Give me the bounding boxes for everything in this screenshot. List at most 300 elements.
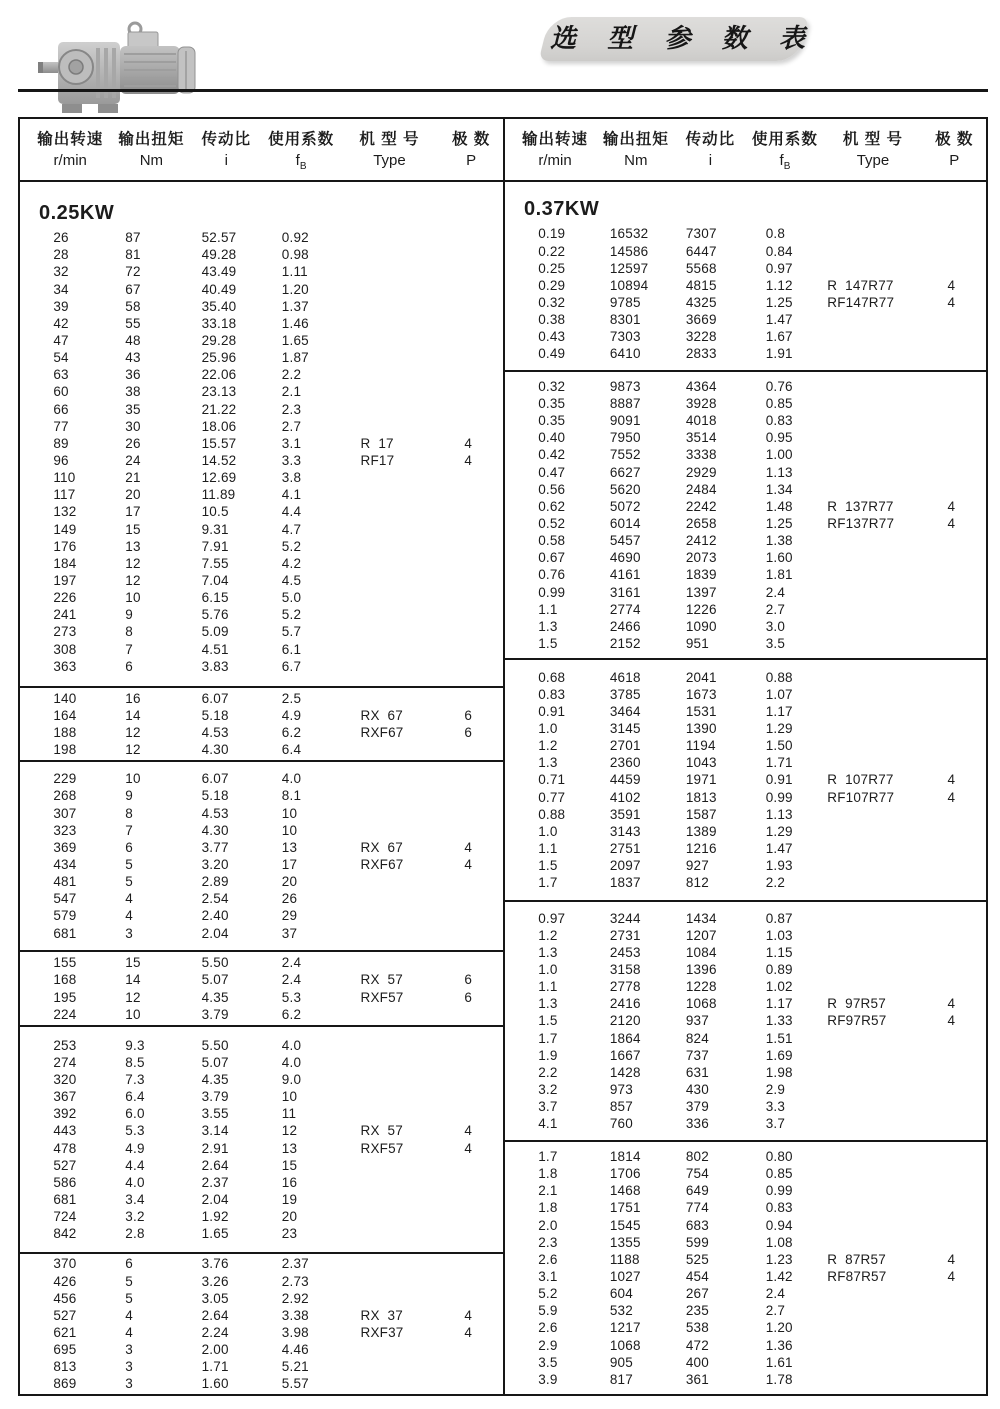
factor-cell: 10 [281,805,298,821]
ratio-cell: 5.07 [201,972,229,988]
torque-cell: 3591 [609,806,641,822]
factor-cell: 0.95 [765,430,793,446]
torque-cell: 2774 [609,601,641,617]
poles-cell: 4 [464,839,473,855]
speed-cell: 2.6 [538,1251,558,1267]
ratio-cell: 3669 [685,312,717,328]
rating-block-r137r77 [505,370,986,658]
torque-cell: 6410 [609,346,641,362]
speed-cell: 842 [53,1226,77,1242]
model-cell: RXF57 [360,1140,404,1156]
speed-cell: 681 [53,1191,77,1207]
torque-cell: 12 [125,572,141,588]
table-row [505,823,986,840]
speed-cell: 586 [53,1174,77,1190]
factor-cell: 6.1 [281,641,302,657]
rating-block-r97r57 [505,900,986,1140]
ratio-cell: 1090 [685,618,717,634]
ratio-cell: 1971 [685,772,717,788]
factor-cell: 0.92 [281,230,309,246]
ratio-cell: 3338 [685,447,717,463]
factor-cell: 12 [281,1123,298,1139]
speed-cell: 42 [53,315,69,331]
factor-cell: 6.2 [281,725,302,740]
torque-cell: 7950 [609,430,641,446]
table-row [505,243,986,260]
factor-cell: 1.25 [765,295,793,310]
torque-cell: 1188 [609,1251,640,1267]
table-row [20,1088,503,1105]
torque-cell: 3244 [609,910,641,926]
ratio-cell: 4.30 [201,822,229,838]
speed-cell: 1.0 [538,823,558,839]
model-cell: RXF67 [360,725,404,740]
factor-cell: 1.37 [281,298,309,314]
factor-cell: 1.42 [765,1269,793,1284]
factor-cell: 1.15 [765,944,793,960]
poles-cell: 6 [464,972,473,988]
table-row [20,1208,503,1225]
ratio-cell: 1389 [685,823,717,839]
table-row [505,1064,986,1081]
torque-cell: 2360 [609,755,641,771]
ratio-cell: 4.35 [201,1071,229,1087]
torque-cell: 2152 [609,635,641,651]
ratio-cell: 2041 [685,669,717,685]
speed-cell: 155 [53,955,77,971]
table-row [20,606,503,623]
factor-cell: 0.83 [765,1200,793,1216]
table-row [505,1285,986,1302]
model-cell: RX 67 [360,707,403,723]
torque-cell: 1814 [609,1149,641,1165]
factor-cell: 1.65 [281,333,309,349]
ratio-cell: 5.07 [201,1054,229,1070]
ratio-cell: 336 [685,1116,709,1132]
poles-cell: 6 [464,989,473,1005]
ratio-cell: 3928 [685,396,717,412]
factor-cell: 20 [281,874,298,890]
ratio-cell: 25.96 [201,350,237,366]
right-table-0-37kw [503,119,986,1394]
ratio-cell: 379 [685,1099,709,1115]
model-cell: RF147R77 [827,295,895,310]
torque-cell: 9873 [609,378,641,394]
ratio-cell: 812 [685,875,709,891]
table-row [20,1255,503,1272]
col-header-speed: 输出转速 [37,131,104,148]
table-row [505,686,986,703]
table-row [20,469,503,486]
table-row [20,1225,503,1242]
speed-cell: 367 [53,1089,77,1105]
factor-cell: 4.1 [281,487,302,503]
speed-cell: 0.25 [538,260,566,276]
model-cell: RF17 [360,453,395,468]
speed-cell: 1.2 [538,927,558,943]
power-rating-label: 0.25KW [39,202,115,225]
speed-cell: 268 [53,788,77,804]
table-row [20,1105,503,1122]
factor-cell: 5.2 [281,607,302,623]
table-row [20,315,503,332]
factor-cell: 1.87 [281,350,309,366]
ratio-cell: 5.50 [201,1037,229,1053]
ratio-cell: 7.91 [201,538,229,554]
torque-cell: 5.3 [125,1123,145,1139]
factor-cell: 1.38 [765,533,793,549]
col-unit-poles: P [949,152,960,169]
ratio-cell: 3.20 [201,857,229,872]
col-header-torque: 输出扭矩 [602,131,669,148]
torque-cell: 3 [125,1376,133,1392]
table-row [505,1098,986,1115]
torque-cell: 2731 [609,927,641,943]
speed-cell: 0.91 [538,703,566,719]
torque-cell: 14586 [609,243,649,259]
speed-cell: 1.8 [538,1200,558,1216]
speed-cell: 0.52 [538,516,566,531]
factor-cell: 0.97 [765,260,793,276]
table-row [20,707,503,724]
ratio-cell: 430 [685,1081,709,1097]
mounting-foot [98,104,118,113]
ratio-cell: 11.89 [201,487,236,503]
speed-cell: 0.88 [538,806,566,822]
torque-cell: 3161 [609,584,641,600]
poles-cell: 4 [464,857,473,872]
model-cell: R 97R57 [827,996,886,1012]
speed-cell: 0.68 [538,669,566,685]
factor-cell: 2.1 [281,384,302,400]
torque-cell: 4.0 [125,1174,145,1190]
rating-block-r147r77 [505,182,986,370]
table-row [505,294,986,311]
gearmotor-image [36,12,208,118]
factor-cell: 23 [281,1226,298,1242]
factor-cell: 17 [281,857,298,872]
ratio-cell: 631 [685,1064,709,1080]
rating-block-rx57-4p [20,1025,503,1252]
speed-cell: 253 [53,1037,77,1053]
speed-cell: 681 [53,925,77,941]
ratio-cell: 2484 [685,481,717,497]
col-header-ratio: 传动比 [685,131,736,148]
table-row [20,555,503,572]
factor-cell: 0.76 [765,378,793,394]
table-row [505,1217,986,1234]
torque-cell: 9 [125,788,133,804]
torque-cell: 4.9 [125,1140,145,1156]
factor-cell: 1.20 [765,1320,793,1336]
factor-cell: 1.36 [765,1337,793,1353]
speed-cell: 176 [53,538,77,554]
torque-cell: 35 [125,401,141,417]
factor-cell: 1.08 [765,1234,793,1250]
speed-cell: 66 [53,401,69,417]
speed-cell: 0.76 [538,567,566,583]
ratio-cell: 2073 [685,550,717,566]
torque-cell: 87 [125,230,141,246]
speed-cell: 0.47 [538,464,566,480]
factor-cell: 19 [281,1191,298,1207]
torque-cell: 1068 [609,1337,641,1353]
factor-cell: 1.13 [765,464,793,480]
ratio-cell: 951 [685,635,709,651]
torque-cell: 1667 [609,1047,641,1063]
factor-cell: 1.12 [765,277,793,293]
speed-cell: 0.29 [538,277,566,293]
col-unit-torque: Nm [139,152,164,169]
factor-cell: 1.81 [765,567,793,583]
speed-cell: 478 [53,1140,77,1156]
speed-cell: 5.9 [538,1303,558,1319]
speed-cell: 869 [53,1376,77,1392]
table-row [505,995,986,1012]
ratio-cell: 2658 [685,516,717,531]
title-banner [538,15,817,63]
table-row [505,737,986,754]
torque-cell: 8 [125,805,133,821]
torque-cell: 4690 [609,550,641,566]
ratio-cell: 2.64 [201,1307,229,1323]
ratio-cell: 3.77 [201,839,229,855]
ratio-cell: 49.28 [201,247,237,263]
table-row [505,1337,986,1354]
factor-cell: 0.85 [765,1166,793,1182]
ratio-cell: 2833 [685,346,717,362]
ratio-cell: 21.22 [201,401,237,417]
speed-cell: 1.3 [538,618,558,634]
table-row [20,1324,503,1341]
table-row [20,658,503,675]
right-table-header [505,119,986,182]
factor-cell: 2.7 [281,418,302,434]
factor-cell: 2.7 [765,601,786,617]
speed-cell: 1.3 [538,755,558,771]
torque-cell: 532 [609,1303,633,1319]
speed-cell: 77 [53,418,69,434]
torque-cell: 2120 [609,1013,641,1029]
speed-cell: 140 [53,690,77,706]
ratio-cell: 599 [685,1234,709,1250]
col-unit-torque: Nm [624,152,648,169]
torque-cell: 2778 [609,979,641,995]
table-row [505,874,986,891]
speed-cell: 0.83 [538,686,566,702]
table-row [20,1054,503,1071]
table-row [505,961,986,978]
factor-cell: 29 [281,908,298,924]
ratio-cell: 267 [685,1286,709,1302]
factor-cell: 1.00 [765,447,793,463]
ratio-cell: 5.76 [201,607,229,623]
speed-cell: 188 [53,725,77,740]
factor-cell: 0.80 [765,1149,793,1165]
factor-cell: 3.0 [765,618,786,634]
ratio-cell: 7.55 [201,555,229,571]
speed-cell: 392 [53,1106,77,1122]
table-row [20,873,503,890]
speed-cell: 1.5 [538,635,558,651]
torque-cell: 14 [125,707,141,723]
factor-cell: 5.21 [281,1359,309,1375]
speed-cell: 1.5 [538,858,558,874]
torque-cell: 15 [125,955,141,971]
ratio-cell: 1.60 [201,1376,229,1392]
factor-cell: 1.20 [281,281,309,297]
ratio-cell: 454 [685,1269,709,1284]
factor-cell: 0.99 [765,1183,793,1199]
speed-cell: 226 [53,590,77,606]
factor-cell: 1.47 [765,840,793,856]
torque-cell: 5457 [609,533,641,549]
speed-cell: 96 [53,453,69,468]
speed-cell: 32 [53,264,69,280]
factor-cell: 1.51 [765,1030,793,1046]
ratio-cell: 23.13 [201,384,237,400]
speed-cell: 1.1 [538,601,558,617]
factor-cell: 1.47 [765,312,793,328]
speed-cell: 1.7 [538,1149,558,1165]
speed-cell: 0.67 [538,550,566,566]
factor-cell: 1.50 [765,738,793,754]
factor-cell: 2.4 [765,1286,786,1302]
speed-cell: 0.43 [538,329,566,345]
table-row [20,1174,503,1191]
ratio-cell: 937 [685,1013,709,1029]
torque-cell: 6 [125,1256,133,1272]
torque-cell: 1837 [609,875,641,891]
factor-cell: 1.25 [765,516,793,531]
table-row [505,395,986,412]
table-row [505,328,986,345]
table-row [20,954,503,971]
factor-cell: 10 [281,822,298,838]
torque-cell: 58 [125,298,141,314]
ratio-cell: 4.30 [201,742,229,758]
torque-cell: 3 [125,1359,133,1375]
speed-cell: 2.2 [538,1064,558,1080]
ratio-cell: 6.07 [201,771,229,787]
factor-cell: 2.73 [281,1273,309,1289]
torque-cell: 12 [125,725,141,740]
speed-cell: 0.38 [538,312,566,328]
torque-cell: 7303 [609,329,641,345]
speed-cell: 621 [53,1325,77,1340]
torque-cell: 7 [125,822,133,838]
col-header-factor: 使用系数 [751,131,818,148]
factor-cell: 2.3 [281,401,302,417]
factor-cell: 4.9 [281,707,302,723]
ratio-cell: 35.40 [201,298,237,314]
col-unit-model: Type [856,152,890,169]
ratio-cell: 40.49 [201,281,237,297]
table-row [20,366,503,383]
col-header-speed: 输出转速 [522,131,589,148]
ratio-cell: 2412 [685,533,717,549]
factor-cell: 4.0 [281,1054,302,1070]
ratio-cell: 1434 [685,910,717,926]
table-row [20,724,503,741]
col-header-factor: 使用系数 [268,131,335,148]
torque-cell: 3158 [609,962,641,977]
factor-cell: 1.60 [765,550,793,566]
ratio-cell: 2.40 [201,908,229,924]
rating-block-rx67-6p [20,686,503,760]
torque-cell: 4459 [609,772,641,788]
factor-cell: 1.78 [765,1371,793,1387]
table-row [20,1071,503,1088]
ratio-cell: 4.53 [201,725,229,740]
ratio-cell: 1207 [685,927,717,943]
ratio-cell: 33.18 [201,315,237,331]
speed-cell: 527 [53,1307,77,1323]
table-row [505,1012,986,1029]
factor-cell: 26 [281,891,298,907]
speed-cell: 2.0 [538,1217,558,1233]
table-row [20,741,503,758]
terminal-box [128,32,158,48]
ratio-cell: 2.64 [201,1157,229,1173]
model-cell: RX 57 [360,972,403,988]
ratio-cell: 3.55 [201,1106,229,1122]
table-row [20,281,503,298]
table-row [505,1251,986,1268]
ratio-cell: 2.00 [201,1342,229,1358]
table-row [20,822,503,839]
poles-cell: 4 [947,1013,956,1029]
table-row [20,1122,503,1139]
speed-cell: 695 [53,1342,77,1358]
table-row [20,989,503,1006]
model-cell: RX 67 [360,839,403,855]
table-row [20,486,503,503]
speed-cell: 149 [53,521,77,537]
factor-cell: 2.7 [765,1303,786,1319]
poles-cell: 4 [464,1140,473,1156]
factor-cell: 4.0 [281,1037,302,1053]
ratio-cell: 1587 [685,806,717,822]
torque-cell: 7552 [609,447,641,463]
poles-cell: 4 [464,453,473,468]
factor-cell: 1.11 [281,264,308,280]
table-row [20,641,503,658]
ratio-cell: 4.51 [201,641,229,657]
factor-cell: 2.37 [281,1256,309,1272]
speed-cell: 110 [53,470,76,486]
ratio-cell: 1531 [685,703,717,719]
torque-cell: 12597 [609,260,649,276]
factor-cell: 1.13 [765,806,793,822]
table-row [20,349,503,366]
speed-cell: 4.1 [538,1116,558,1132]
table-row [505,771,986,788]
torque-cell: 16532 [609,226,649,242]
ratio-cell: 5.09 [201,624,229,640]
ratio-cell: 774 [685,1200,709,1216]
factor-cell: 1.29 [765,823,793,839]
torque-cell: 15 [125,521,141,537]
torque-cell: 38 [125,384,141,400]
table-row [20,623,503,640]
speed-cell: 164 [53,707,77,723]
torque-cell: 2701 [609,738,641,754]
speed-cell: 63 [53,367,69,383]
torque-cell: 4.4 [125,1157,145,1173]
speed-cell: 724 [53,1209,77,1225]
poles-cell: 4 [947,277,956,293]
